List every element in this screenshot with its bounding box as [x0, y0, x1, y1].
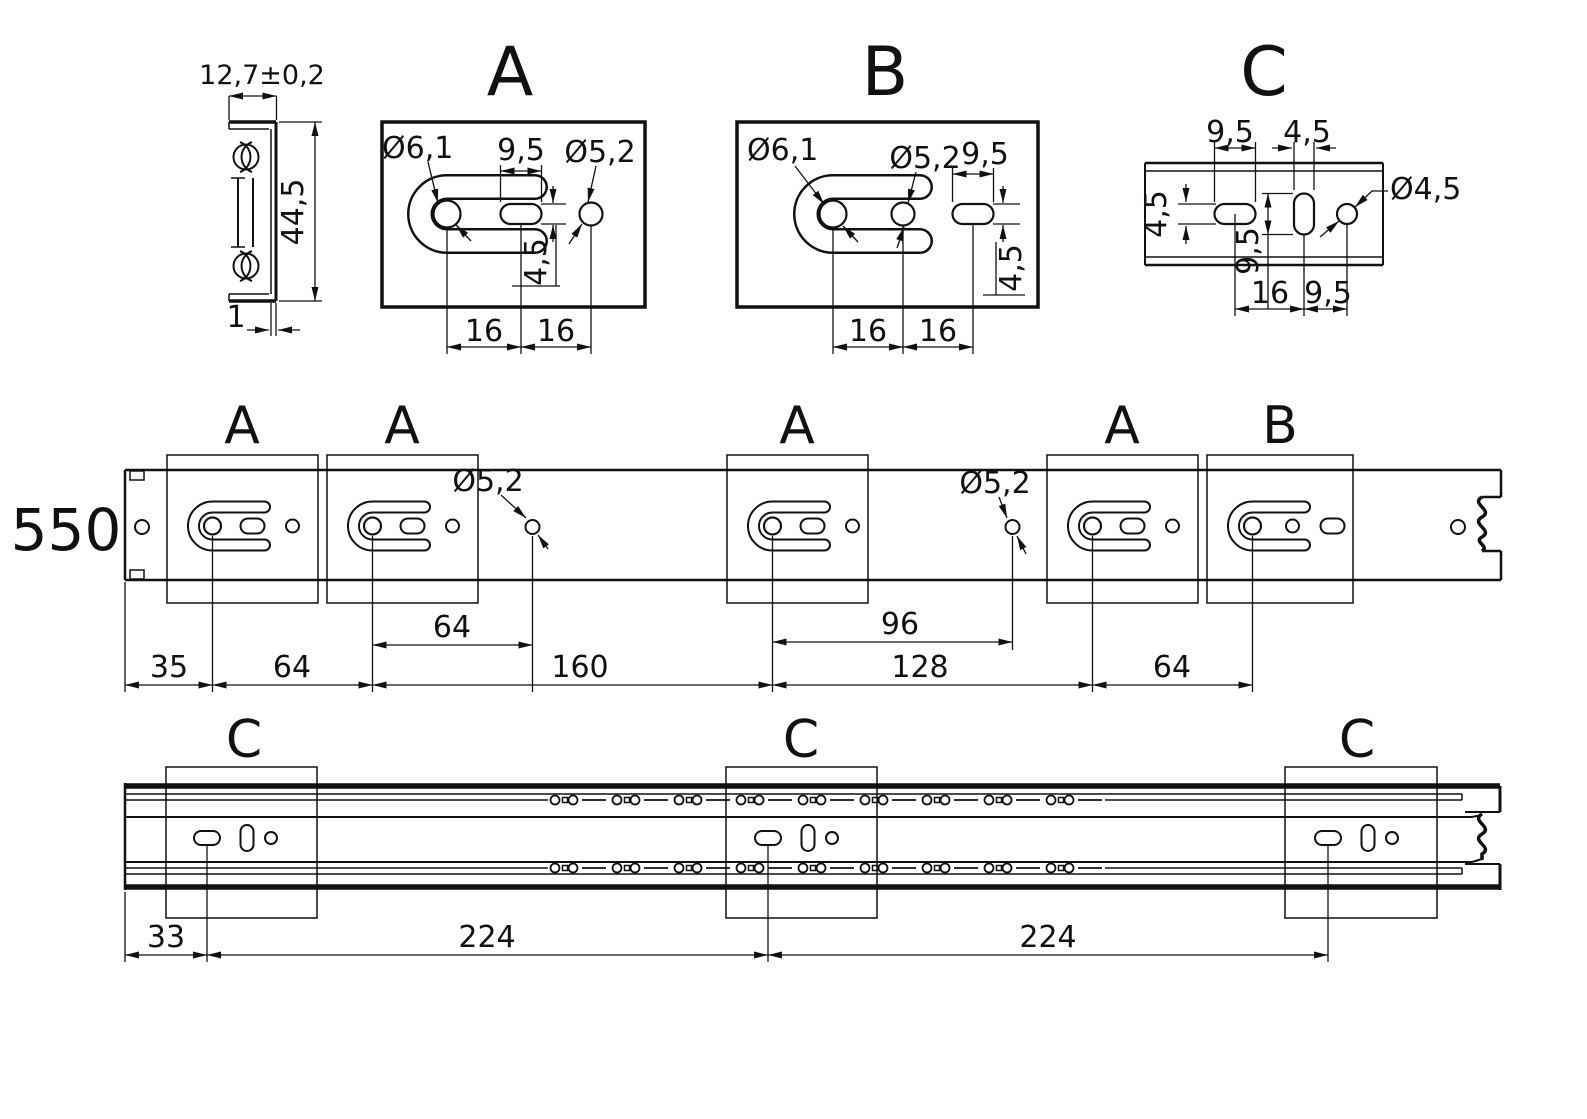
dim-slot-width: 9,5	[1206, 115, 1254, 150]
dim-pitch2: 16	[918, 314, 958, 349]
dim-128: 128	[891, 650, 949, 685]
detail-a-label: A	[486, 33, 534, 112]
dim-33: 33	[146, 920, 186, 955]
dim-slot-height: 4,5	[519, 238, 554, 286]
dim-224-left: 224	[458, 920, 516, 955]
rail-length-label: 550	[10, 496, 122, 564]
dim-pitch2: 9,5	[1304, 276, 1352, 311]
dim-screw-dia: Ø5,2	[564, 135, 636, 170]
dim-free-hole-1: Ø5,2	[452, 464, 524, 499]
detail-b-label: B	[861, 33, 909, 112]
callout-a1: A	[224, 396, 260, 456]
dim-35: 35	[149, 650, 189, 685]
dim-224-right: 224	[1019, 920, 1077, 955]
dim-64: 64	[272, 650, 312, 685]
dim-64-upper: 64	[432, 610, 472, 645]
dim-profile-width: 12,7±0,2	[199, 60, 325, 91]
callout-a4: A	[1104, 396, 1140, 456]
detail-c-label: C	[1240, 33, 1288, 112]
callout-b: B	[1262, 396, 1298, 456]
dim-vslot-width: 4,5	[1283, 115, 1331, 150]
dim-pitch1: 16	[848, 314, 888, 349]
callout-a2: A	[384, 396, 420, 456]
dim-64-right: 64	[1152, 650, 1192, 685]
callout-c3: C	[1338, 710, 1376, 770]
dim-pitch1: 16	[464, 314, 504, 349]
callout-c1: C	[225, 710, 263, 770]
dim-96: 96	[880, 607, 920, 642]
dim-hole-dia: Ø6,1	[382, 131, 454, 166]
dim-hole-dia: Ø4,5	[1390, 172, 1462, 207]
dim-wall-thickness: 1	[226, 300, 246, 335]
callout-a3: A	[779, 396, 815, 456]
dim-free-hole-2: Ø5,2	[959, 466, 1031, 501]
dim-screw-dia: Ø5,2	[889, 141, 961, 176]
dim-pitch1: 16	[1250, 276, 1290, 311]
dim-slot-width: 9,5	[497, 133, 545, 168]
dim-pitch2: 16	[536, 314, 576, 349]
dim-profile-height: 44,5	[276, 178, 311, 246]
callout-c2: C	[782, 710, 820, 770]
dim-slot-height: 4,5	[994, 244, 1029, 292]
dim-160: 160	[551, 650, 609, 685]
dim-vslot-height: 9,5	[1231, 227, 1266, 275]
dim-slot-height: 4,5	[1139, 190, 1174, 238]
dim-hole-dia: Ø6,1	[747, 133, 819, 168]
dim-slot-width: 9,5	[961, 137, 1009, 172]
